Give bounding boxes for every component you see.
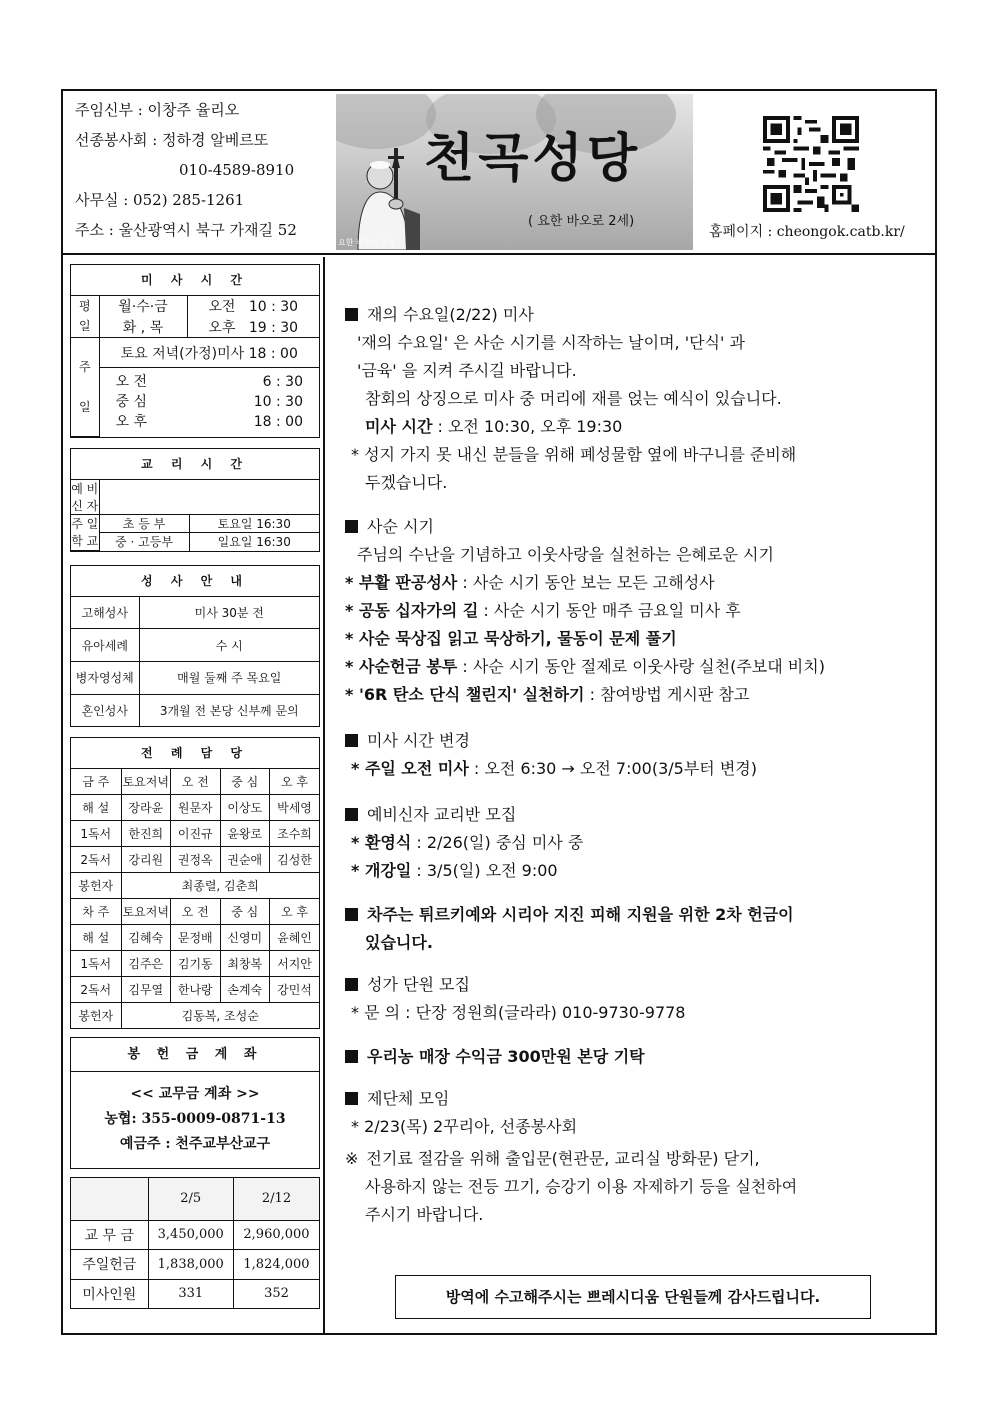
sacrament-name: 고해성사 (71, 596, 139, 629)
sacrament-info: 매월 둘째 주 목요일 (139, 661, 319, 694)
notice-text: 전기료 절감을 위해 출입문(현관문, 교리실 방화문) 닫기, (366, 1149, 760, 1168)
table-row: 주일헌금 1,838,000 1,824,000 (71, 1250, 319, 1280)
table-row: 1독서 김주은 김기동 최창복 서지안 (71, 950, 319, 976)
time-elementary: 토요일 16:30 (189, 514, 319, 533)
notice-ash-wednesday (345, 301, 935, 497)
notice-title: 차주는 튀르키예와 시리아 지진 피해 지원을 위한 2차 헌금이 (367, 905, 794, 924)
table-row: 해 설 장라윤 원문자 이상도 박세영 (71, 794, 319, 820)
council: 선종봉사회 : 정하경 알베르또 (75, 131, 269, 149)
list-item: * 문 의 : 단장 정원희(글라라) 010-9730-9778 (351, 1003, 686, 1022)
catechumen-label: 예 비 신 자 (71, 479, 99, 514)
notice-text: 미사 시간 : 오전 10:30, 오후 19:30 (365, 417, 623, 436)
bullet-square-icon (345, 908, 358, 921)
list-item: * '6R 탄소 단식 챌린지' 실천하기 : 참여방법 게시판 참고 (345, 685, 750, 704)
notice-title: 우리농 매장 수익금 300만원 본당 기탁 (367, 1047, 645, 1066)
sidebar (63, 257, 325, 1333)
table-row: 교 무 금 3,450,000 2,960,000 (71, 1220, 319, 1250)
notice-power-saving (345, 1145, 935, 1229)
sunday-label: 주 일 (71, 338, 99, 437)
this-week-offertory: 봉헌자 최종렬, 김춘희 (71, 872, 319, 898)
notice-earthquake (345, 901, 935, 957)
notice-text: 주시기 바랍니다. (365, 1205, 484, 1224)
list-item: * 주일 오전 미사 : 오전 6:30 → 오전 7:00(3/5부터 변경) (351, 759, 757, 778)
parish-name: 천곡성당 (424, 128, 641, 189)
qr-code-icon[interactable] (763, 116, 859, 212)
parish-info (75, 95, 335, 245)
patron-saint: ( 요한 바오로 2세) (528, 214, 635, 229)
notice-text: * 성지 가지 못 내신 분들을 위해 폐성물함 옆에 바구니를 준비해 (351, 445, 797, 464)
sacrament-info: 3개월 전 본당 신부께 문의 (139, 694, 319, 726)
address: 주소 : 울산광역시 북구 가재길 52 (75, 221, 297, 239)
sacraments-box (70, 565, 320, 727)
notice-title: 미사 시간 변경 (367, 731, 470, 750)
list-item: * 부활 판공성사 : 사순 시기 동안 보는 모든 고해성사 (345, 573, 715, 592)
weekday-days: 월·수·금 (99, 295, 187, 316)
liturgy-title: 전 례 담 당 (71, 738, 319, 768)
weekday-label: 평 일 (71, 295, 99, 338)
table-row: 해 설 김혜숙 문정배 신영미 윤혜인 (71, 924, 319, 950)
sacraments-title: 성 사 안 내 (71, 566, 319, 596)
sacrament-info: 미사 30분 전 (139, 596, 319, 629)
bullet-square-icon (345, 1050, 358, 1063)
notice-text: '금육' 을 지켜 주시길 바랍니다. (357, 361, 577, 380)
list-item: * 환영식 : 2/26(일) 중심 미사 중 (351, 833, 584, 852)
list-item: * 개강일 : 3/5(일) 오전 9:00 (351, 861, 558, 880)
weekday-time: 오전 10 : 30 (187, 295, 319, 316)
notice-title: 사순 시기 (367, 517, 434, 536)
account-number: 농협: 355-0009-0871-13 (104, 1111, 286, 1127)
list-item: * 2/23(목) 2꾸리아, 선종봉사회 (351, 1117, 578, 1136)
bullet-square-icon (345, 1092, 358, 1105)
notice-catechumen (345, 801, 935, 885)
notice-text: 주님의 수난을 기념하고 이웃사랑을 실천하는 은혜로운 시기 (357, 545, 774, 564)
notices-column (327, 257, 935, 1333)
sacrament-name: 병자영성체 (71, 661, 139, 694)
list-item: * 사순헌금 봉투 : 사순 시기 동안 절제로 이웃사랑 실천(주보대 비치) (345, 657, 825, 676)
thanks-box: 방역에 수고해주시는 쁘레시디움 단원들께 감사드립니다. (395, 1275, 871, 1319)
catechism-title: 교 리 시 간 (71, 449, 319, 479)
sacrament-info: 수 시 (139, 629, 319, 662)
offerings-box (70, 1177, 320, 1309)
weekday-days: 화 , 목 (99, 316, 187, 337)
notice-mass-change (345, 727, 935, 783)
table-row: 2독서 강리원 권정옥 권순애 김성한 (71, 846, 319, 872)
notice-title: 제단체 모임 (367, 1089, 450, 1108)
notice-lent (345, 513, 935, 709)
liturgy-roster-box (70, 737, 320, 1029)
notice-choir (345, 971, 935, 1027)
list-item: * 공동 십자가의 길 : 사순 시기 동안 매주 금요일 미사 후 (345, 601, 741, 620)
account-holder: 예금주 : 천주교부산교구 (119, 1136, 271, 1152)
table-row: 미사인원 331 352 (71, 1279, 319, 1308)
notice-text: 있습니다. (365, 933, 433, 952)
parish-logo-banner (336, 94, 693, 250)
bank-account-box (70, 1037, 320, 1169)
mass-times-box (70, 264, 320, 438)
table-row: 1독서 한진희 이진규 윤왕로 조수희 (71, 820, 319, 846)
bullet-square-icon (345, 734, 358, 747)
next-week-offertory: 봉헌자 김동복, 조성순 (71, 1003, 319, 1028)
notice-text: 참회의 상징으로 미사 중 머리에 재를 얹는 예식이 있습니다. (365, 389, 782, 408)
notice-title: 재의 수요일(2/22) 미사 (367, 305, 534, 324)
time-middle-high: 일요일 16:30 (189, 533, 319, 551)
bulletin-header (63, 91, 935, 255)
council-phone: 010-4589-8910 (179, 161, 295, 179)
sunday-mass-list: 오 전 6 : 30 중 심 10 : 30 오 후 18 : 00 (99, 368, 319, 437)
offerings-header: 2/5 2/12 (71, 1178, 319, 1220)
pastor: 주임신부 : 이창주 율리오 (75, 101, 240, 119)
reference-mark: ※ (345, 1149, 359, 1168)
notice-farm (345, 1043, 935, 1071)
table-row: 2독서 김무열 한나랑 손계숙 강민석 (71, 977, 319, 1003)
homepage-link[interactable]: 홈페이지 : cheongok.catb.kr/ (709, 224, 905, 240)
bullet-square-icon (345, 308, 358, 321)
group-elementary: 초 등 부 (99, 514, 189, 533)
saturday-mass: 토요 저녁(가정)미사 18 : 00 (99, 338, 319, 368)
this-week-header: 금 주 토요저녁 오 전 중 심 오 후 (71, 768, 319, 794)
bulletin-frame (61, 89, 937, 1335)
next-week-header: 차 주 토요저녁 오 전 중 심 오 후 (71, 898, 319, 924)
sacrament-name: 혼인성사 (71, 694, 139, 726)
sacrament-name: 유아세례 (71, 629, 139, 662)
group-middle-high: 중 · 고등부 (99, 533, 189, 551)
list-item: * 사순 묵상집 읽고 묵상하기, 물동이 문제 풀기 (345, 629, 677, 648)
bullet-square-icon (345, 520, 358, 533)
notice-title: 예비신자 교리반 모집 (367, 805, 517, 824)
photo-caption: 요한 바오로 2세 (338, 238, 395, 247)
bullet-square-icon (345, 808, 358, 821)
office-phone: 사무실 : 052) 285-1261 (75, 191, 245, 209)
pope-photo-icon (354, 148, 424, 250)
notice-text: 두겠습니다. (365, 473, 448, 492)
bullet-square-icon (345, 978, 358, 991)
notice-groups (345, 1085, 935, 1141)
catechism-box (70, 448, 320, 552)
sunday-school-label: 주 일 학 교 (71, 514, 99, 551)
notice-title: 성가 단원 모집 (367, 975, 470, 994)
notice-text: '재의 수요일' 은 사순 시기를 시작하는 날이며, '단식' 과 (357, 333, 745, 352)
weekday-time: 오후 19 : 30 (187, 316, 319, 337)
bank-title: 봉 헌 금 계 좌 (71, 1038, 319, 1072)
account-title: << 교무금 계좌 >> (130, 1086, 260, 1102)
notice-text: 사용하지 않는 전등 끄기, 승강기 이용 자제하기 등을 실천하여 (365, 1177, 798, 1196)
mass-times-title: 미 사 시 간 (71, 265, 319, 295)
